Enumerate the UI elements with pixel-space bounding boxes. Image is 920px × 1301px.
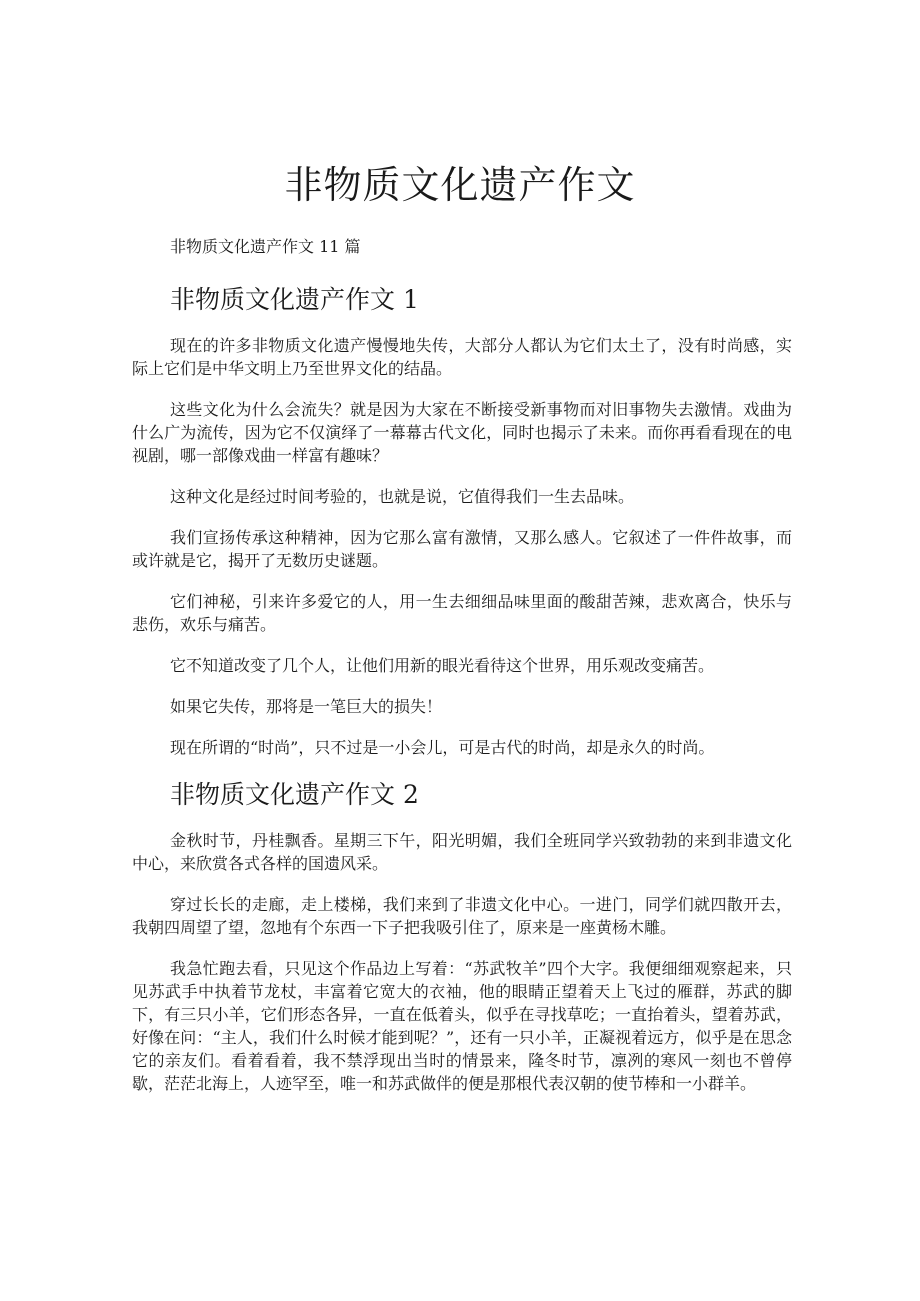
paragraph: 我们宣扬传承这种精神，因为它那么富有激情，又那么感人。它叙述了一件件故事，而或许就是它，揭开了无数历史谜题。 bbox=[132, 528, 792, 570]
document-title: 非物质文化遗产作文 bbox=[284, 163, 636, 207]
paragraph: 这种文化是经过时间考验的，也就是说，它值得我们一生去品味。 bbox=[170, 487, 635, 506]
document-subtitle: 非物质文化遗产作文 11 篇 bbox=[170, 237, 361, 256]
paragraph: 我急忙跑去看，只见这个作品边上写着：“苏武牧羊”四个大字。我便细细观察起来，只见苏武手中执着节龙杖，丰富着它宽大的衣袖，他的眼睛正望着天上飞过的雁群，苏武的脚下，有三只小羊，它们形态各异，一直在低着头，似乎在寻找草吃；一直抬着头，望着苏武，好像在问：“主人，我们什么时候才能到呢？”，还有一只小羊，正凝视着远方，似乎是在思念它的亲友们。看着看着，我不禁浮现出当时的情景来，隆冬时节，凛冽的寒风一刻也不曾停歇，茫茫北海上，人迹罕至，唯一和苏武做伴的便是那根代表汉朝的使节棒和一小群羊。 bbox=[132, 959, 792, 1093]
paragraph: 穿过长长的走廊，走上楼梯，我们来到了非遗文化中心。一进门，同学们就四散开去，我朝四周望了望，忽地有个东西一下子把我吸引住了，原来是一座黄杨木雕。 bbox=[132, 895, 792, 937]
paragraph: 这些文化为什么会流失？就是因为大家在不断接受新事物而对旧事物失去激情。戏曲为什么广为流传，因为它不仅演绎了一幕幕古代文化，同时也揭示了未来。而你再看看现在的电视剧，哪一部像戏曲一样富有趣味？ bbox=[132, 400, 792, 465]
section-heading: 非物质文化遗产作文 2 bbox=[170, 780, 419, 809]
paragraph: 现在所谓的“时尚”，只不过是一小会儿，可是古代的时尚，却是永久的时尚。 bbox=[170, 738, 715, 757]
paragraph: 它不知道改变了几个人，让他们用新的眼光看待这个世界，用乐观改变痛苦。 bbox=[170, 656, 715, 675]
essay-section-2 bbox=[132, 777, 792, 1095]
essay-section-1 bbox=[132, 282, 792, 759]
paragraph: 金秋时节，丹桂飘香。星期三下午，阳光明媚，我们全班同学兴致勃勃的来到非遗文化中心，来欣赏各式各样的国遗风采。 bbox=[132, 831, 792, 873]
paragraph: 如果它失传，那将是一笔巨大的损失！ bbox=[170, 697, 443, 716]
paragraph: 现在的许多非物质文化遗产慢慢地失传，大部分人都认为它们太土了，没有时尚感，实际上它们是中华文明上乃至世界文化的结晶。 bbox=[132, 336, 792, 378]
paragraph: 它们神秘，引来许多爱它的人，用一生去细细品味里面的酸甜苦辣，悲欢离合，快乐与悲伤，欢乐与痛苦。 bbox=[132, 592, 792, 634]
document-body bbox=[132, 282, 792, 1113]
section-heading: 非物质文化遗产作文 1 bbox=[170, 285, 419, 314]
